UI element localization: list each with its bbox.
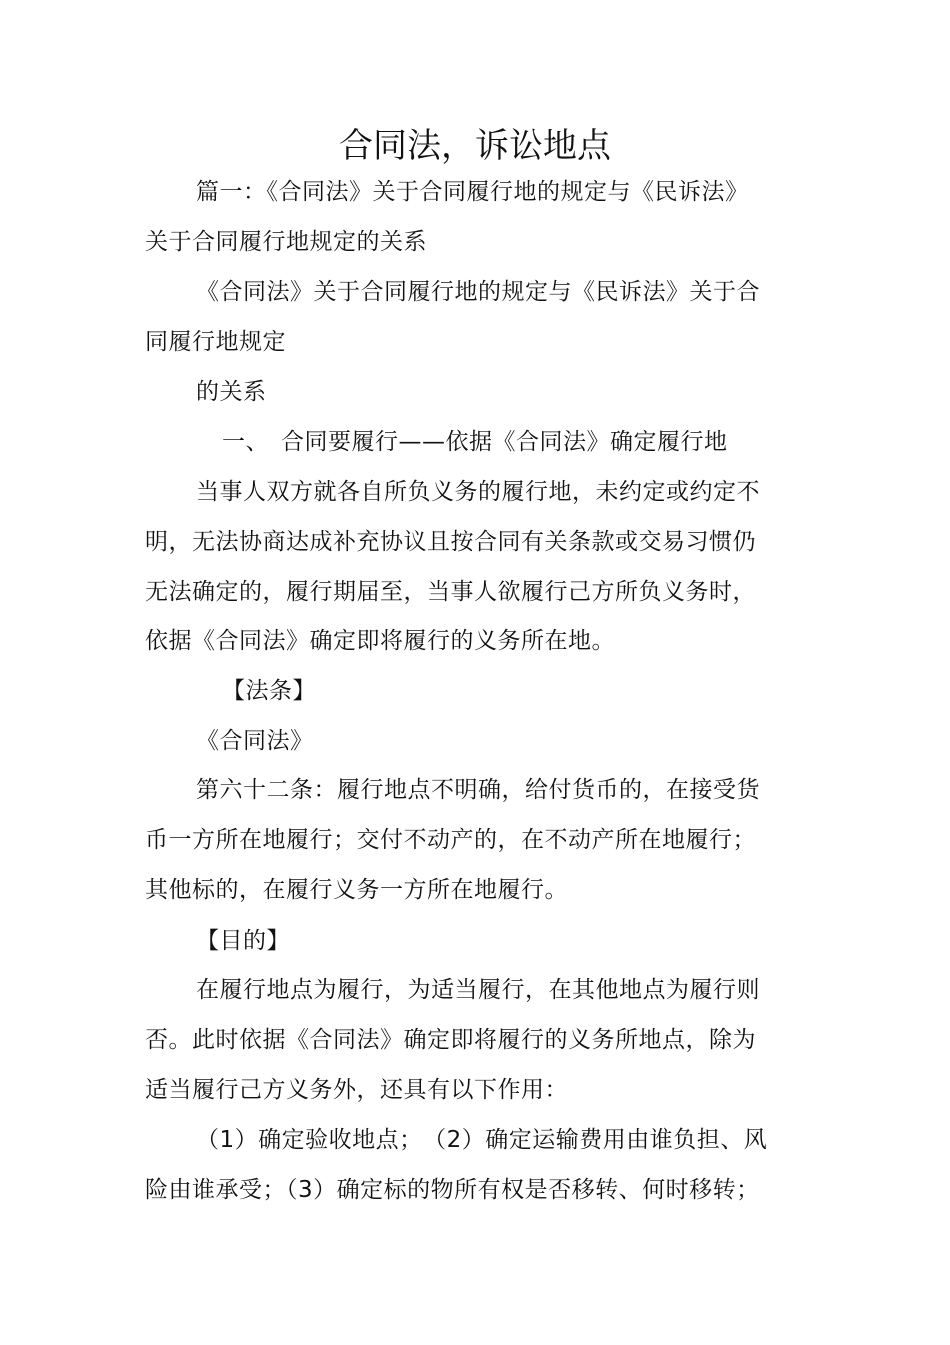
- paragraph-line: 当事人双方就各自所负义务的履行地，未约定或约定不: [196, 479, 760, 505]
- paragraph-line: 依据《合同法》确定即将履行的义务所在地。: [145, 628, 615, 654]
- subheading-mudi: 【目的】: [196, 928, 290, 954]
- paragraph-line: （1）确定验收地点； （2）确定运输费用由谁负担、风: [196, 1127, 768, 1153]
- section-heading: 一、 合同要履行——依据《合同法》确定履行地: [222, 429, 728, 455]
- paragraph-line: 币一方所在地履行；交付不动产的，在不动产所在地履行；: [145, 827, 756, 853]
- paragraph-line: 《合同法》关于合同履行地的规定与《民诉法》关于合: [196, 279, 760, 305]
- paragraph-line: 在履行地点为履行，为适当履行，在其他地点为履行则: [196, 977, 760, 1003]
- paragraph-line: 适当履行己方义务外，还具有以下作用：: [145, 1077, 568, 1103]
- paragraph-line: 其他标的，在履行义务一方所在地履行。: [145, 877, 568, 903]
- paragraph-line: 《合同法》: [196, 728, 314, 754]
- paragraph-line: 第六十二条：履行地点不明确，给付货币的，在接受货: [196, 777, 760, 803]
- paragraph-line: 明，无法协商达成补充协议且按合同有关条款或交易习惯仍: [145, 529, 756, 555]
- paragraph-line: 的关系: [196, 379, 267, 405]
- paragraph-line: 同履行地规定: [145, 329, 286, 355]
- paragraph-line: 篇一：《合同法》关于合同履行地的规定与《民诉法》: [196, 179, 749, 205]
- paragraph-line: 险由谁承受；（3）确定标的物所有权是否移转、何时移转；: [145, 1177, 760, 1203]
- paragraph-line: 关于合同履行地规定的关系: [145, 229, 427, 255]
- paragraph-line: 无法确定的，履行期届至，当事人欲履行己方所负义务时，: [145, 579, 756, 605]
- paragraph-line: 否。此时依据《合同法》确定即将履行的义务所地点，除为: [145, 1027, 756, 1053]
- document-title: 合同法，诉讼地点: [339, 126, 611, 166]
- subheading-fatiao: 【法条】: [222, 678, 316, 704]
